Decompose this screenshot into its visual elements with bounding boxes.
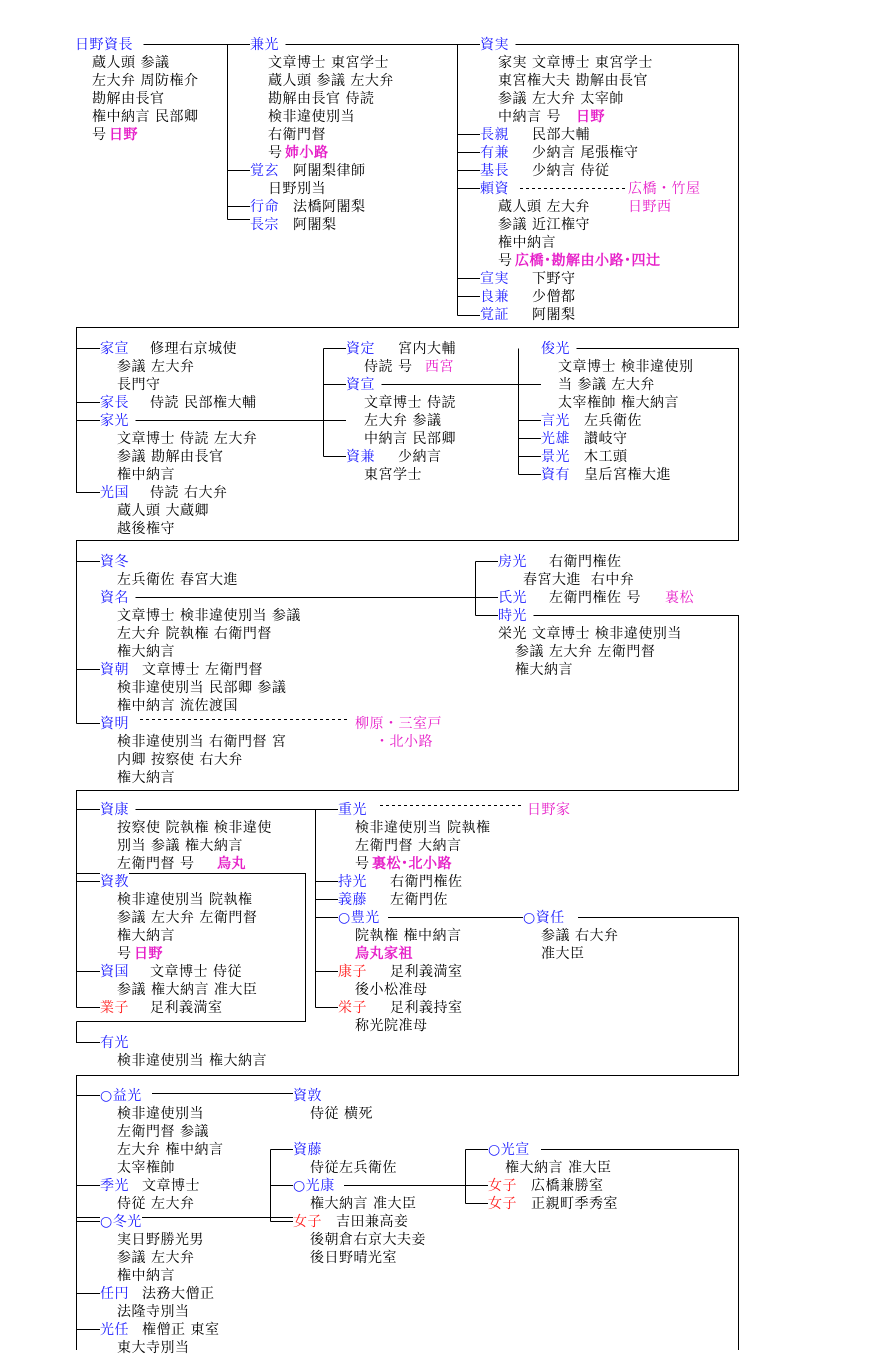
person-note: 東宮学士	[364, 467, 422, 483]
connector	[77, 562, 101, 724]
person-name: 長宗	[250, 217, 279, 233]
connector	[458, 135, 481, 316]
person-note: 後日野晴光室	[310, 1250, 397, 1266]
person-note: 法隆寺別当	[117, 1304, 190, 1320]
person-name: 資国	[100, 964, 129, 980]
person-note: 権中納言	[117, 467, 175, 483]
person-note: 参議 左大弁 左衛門督	[515, 644, 656, 660]
person-name: 栄子	[338, 1000, 367, 1016]
person-note: 侍従 横死	[310, 1106, 373, 1122]
person-note: 春宮大進 右中弁	[523, 572, 635, 588]
person-name: 兼光	[250, 37, 279, 53]
person-note: 足利義持室	[390, 1000, 463, 1016]
person-note: 参議 勘解由長官	[117, 449, 224, 465]
person-name: 家宣	[100, 341, 129, 357]
connector	[77, 349, 101, 421]
person-note: 号	[498, 253, 513, 269]
house-name-label: ・北小路	[375, 734, 433, 750]
person-note: 検非違使別当 民部卿 参議	[117, 680, 287, 696]
person-note: 足利義満室	[390, 964, 463, 980]
person-note: 広橋兼勝室	[531, 1178, 604, 1194]
person-note: 左兵衛佐 春宮大進	[117, 572, 238, 588]
person-note: 後朝倉右京大夫妾	[310, 1232, 426, 1248]
person-note: 号	[117, 946, 132, 962]
person-note: 蔵人頭 左大弁	[498, 199, 590, 215]
person-note: 阿闍梨律師	[293, 163, 366, 179]
person-name: 重光	[338, 802, 367, 818]
person-name: 時光	[498, 608, 527, 624]
person-note: 少納言	[398, 449, 442, 465]
person-note: 文章博士 検非違使別	[558, 359, 694, 375]
person-note: 文章博士 東宮学士	[268, 55, 389, 71]
person-name: 日野資長	[75, 37, 133, 53]
person-note: 参議 左大弁 左衛門督	[117, 910, 258, 926]
person-note: 左大弁 権中納言	[117, 1142, 224, 1158]
person-note: 文章博士 侍読 左大弁	[117, 431, 258, 447]
person-note: 参議 左大弁	[117, 359, 195, 375]
person-name: 有兼	[480, 145, 509, 161]
person-note: 左大弁 参議	[364, 413, 442, 429]
person-name: 資敦	[293, 1088, 322, 1104]
person-name: 女子	[293, 1214, 322, 1230]
person-name: 資兼	[346, 449, 375, 465]
person-note: 号	[92, 127, 107, 143]
person-name: ○益光	[100, 1088, 142, 1104]
person-note: 右衛門督	[268, 127, 326, 143]
person-note: 中納言 民部卿	[364, 431, 456, 447]
connector	[77, 810, 101, 1008]
person-note: 文章博士 侍読	[364, 395, 456, 411]
house-name-label: 烏丸	[217, 856, 246, 872]
person-name: 資教	[100, 874, 129, 890]
person-name: 光国	[100, 485, 129, 501]
person-note: 権大納言 准大臣	[310, 1196, 417, 1212]
person-note: 検非違使別当	[268, 109, 355, 125]
person-name: 資冬	[100, 554, 129, 570]
person-note: 修理右京城使	[150, 341, 237, 357]
person-note: 足利義満室	[150, 1000, 223, 1016]
house-name-label: 広橋・竹屋	[628, 181, 701, 197]
person-note: 准大臣	[541, 946, 585, 962]
person-note: 侍読 右大弁	[150, 485, 228, 501]
house-name-label: 烏丸家祖	[355, 946, 413, 962]
person-note: 蔵人頭 参議 左大弁	[268, 73, 394, 89]
person-note: 権大納言	[117, 770, 175, 786]
person-note: 文章博士 左衛門督	[142, 662, 263, 678]
person-note: 参議 権大納言 准大臣	[117, 982, 258, 998]
person-note: 東宮権大夫 勘解由長官	[498, 73, 648, 89]
person-note: 検非違使別当	[117, 1106, 204, 1122]
person-note: 権僧正 東室	[142, 1322, 220, 1338]
person-note: 吉田兼高妾	[336, 1214, 409, 1230]
person-note: 左大弁 院執権 右衛門督	[117, 626, 272, 642]
person-note: 家実 文章博士 東宮学士	[498, 55, 653, 71]
person-name: 女子	[488, 1196, 517, 1212]
person-note: 讃岐守	[584, 431, 628, 447]
house-name-label: 日野西	[628, 199, 672, 215]
person-name: ○光康	[293, 1178, 335, 1194]
person-note: 称光院准母	[355, 1018, 428, 1034]
person-name: 頼資	[480, 181, 509, 197]
person-note: 太宰権帥	[117, 1160, 175, 1176]
person-note: 文章博士 検非違使別当 参議	[117, 608, 301, 624]
person-note: 太宰権帥 権大納言	[558, 395, 679, 411]
person-note: 正親町季秀室	[531, 1196, 618, 1212]
person-name: 資実	[480, 37, 509, 53]
person-note: 民部大輔	[532, 127, 590, 143]
person-name: 長親	[480, 127, 509, 143]
connector	[77, 1022, 101, 1043]
house-name-label: 西宮	[425, 359, 454, 375]
person-note: 号	[268, 145, 283, 161]
person-name: 資明	[100, 716, 129, 732]
person-note: 侍従左兵衛佐	[310, 1160, 397, 1176]
person-note: 左衛門佐	[390, 892, 448, 908]
person-note: 少納言 侍従	[532, 163, 610, 179]
person-note: 参議 右大弁	[541, 928, 619, 944]
person-name: 資康	[100, 802, 129, 818]
person-name: 覚玄	[250, 163, 279, 179]
person-note: 左兵衛佐	[584, 413, 642, 429]
person-name: 房光	[498, 554, 527, 570]
person-name: ○光宣	[488, 1142, 530, 1158]
house-name-label: 日野	[109, 127, 138, 143]
connector	[77, 1096, 101, 1330]
person-name: 覚証	[480, 307, 509, 323]
house-name-label: 日野	[134, 946, 163, 962]
person-note: 右衛門権佐	[549, 554, 622, 570]
person-note: 参議 近江権守	[498, 217, 590, 233]
person-note: 少納言 尾張権守	[532, 145, 639, 161]
person-note: 阿闍梨	[293, 217, 337, 233]
person-note: 左大弁 周防権介	[92, 73, 199, 89]
person-note: 権中納言 流佐渡国	[117, 698, 238, 714]
person-note: 法務大僧正	[142, 1286, 215, 1302]
person-note: 皇后宮権大進	[584, 467, 671, 483]
connector	[476, 562, 499, 616]
person-note: 法橋阿闍梨	[293, 199, 366, 215]
person-note: 権大納言 准大臣	[505, 1160, 612, 1176]
person-note: 長門守	[117, 377, 161, 393]
connector	[519, 421, 542, 475]
person-note: 左衛門督 参議	[117, 1124, 209, 1140]
person-name: 光任	[100, 1322, 129, 1338]
person-note: 栄光 文章博士 検非違使別当	[498, 626, 682, 642]
person-note: 権大納言	[515, 662, 573, 678]
person-note: 中納言 号	[498, 109, 561, 125]
person-name: 女子	[488, 1178, 517, 1194]
person-note: 勘解由長官 侍読	[268, 91, 375, 107]
person-note: 後小松准母	[355, 982, 428, 998]
person-note: 別当 参議 権大納言	[117, 838, 243, 854]
person-note: 右衛門権佐	[390, 874, 463, 890]
house-name-label: 日野家	[527, 802, 571, 818]
person-note: 検非違使別当 右衛門督 宮	[117, 734, 287, 750]
person-note: 侍読 民部権大輔	[150, 395, 257, 411]
person-note: 検非違使別当 権大納言	[117, 1053, 267, 1069]
person-note: 左衛門督 号	[117, 856, 195, 872]
connector	[271, 1150, 294, 1222]
person-note: 越後権守	[117, 521, 175, 537]
person-note: 実日野勝光男	[117, 1232, 204, 1248]
person-name: 康子	[338, 964, 367, 980]
person-name: 資藤	[293, 1142, 322, 1158]
person-note: 号	[355, 856, 370, 872]
person-note: 検非違使別当 院執権	[355, 820, 491, 836]
person-note: 検非違使別当 院執権	[117, 892, 253, 908]
person-note: 少僧都	[532, 289, 576, 305]
person-name: 景光	[541, 449, 570, 465]
person-name: 資朝	[100, 662, 129, 678]
person-note: 日野別当	[268, 181, 326, 197]
person-note: 権中納言	[498, 235, 556, 251]
person-name: 家長	[100, 395, 129, 411]
person-note: 蔵人頭 参議	[92, 55, 170, 71]
person-note: 阿闍梨	[532, 307, 576, 323]
person-note: 勘解由長官	[92, 91, 165, 107]
person-note: 左衛門督 大納言	[355, 838, 462, 854]
person-name: 義藤	[338, 892, 367, 908]
person-note: 文章博士 侍従	[150, 964, 242, 980]
person-note: 権大納言	[117, 644, 175, 660]
person-name: 氏光	[498, 590, 527, 606]
person-note: 権中納言 民部卿	[92, 109, 199, 125]
person-name: 良兼	[480, 289, 509, 305]
person-name: 資有	[541, 467, 570, 483]
person-note: 宮内大輔	[398, 341, 456, 357]
person-note: 参議 左大弁 太宰帥	[498, 91, 624, 107]
person-name: ○冬光	[100, 1214, 142, 1230]
person-note: 権大納言	[117, 928, 175, 944]
person-name: 光雄	[541, 431, 570, 447]
house-name-label: 広橋･勘解由小路･四辻	[515, 253, 661, 269]
person-name: 行命	[250, 199, 279, 215]
person-note: 当 参議 左大弁	[558, 377, 655, 393]
person-note: 権中納言	[117, 1268, 175, 1284]
house-name-label: 柳原・三室戸	[355, 716, 442, 732]
person-note: 蔵人頭 大蔵卿	[117, 503, 209, 519]
house-name-label: 裏松･北小路	[372, 856, 452, 872]
person-name: 業子	[100, 1000, 129, 1016]
person-name: 基長	[480, 163, 509, 179]
person-name: 資宣	[346, 377, 375, 393]
person-note: 按察使 院執権 検非違使	[117, 820, 272, 836]
connector	[324, 349, 347, 457]
person-name: 資定	[346, 341, 375, 357]
house-name-label: 裏松	[665, 590, 694, 606]
person-note: 下野守	[532, 271, 576, 287]
person-name: ○豊光	[338, 910, 380, 926]
person-note: 侍従 左大弁	[117, 1196, 195, 1212]
person-name: 任円	[100, 1286, 129, 1302]
connector	[228, 171, 251, 220]
person-note: 侍読 号	[364, 359, 413, 375]
person-name: ○資任	[523, 910, 565, 926]
person-name: 家光	[100, 413, 129, 429]
person-note: 木工頭	[584, 449, 628, 465]
person-name: 有光	[100, 1035, 129, 1051]
connector	[466, 1150, 489, 1204]
house-name-label: 姉小路	[285, 145, 329, 161]
person-name: 季光	[100, 1178, 129, 1194]
person-note: 内卿 按察使 右大弁	[117, 752, 243, 768]
person-name: 俊光	[541, 341, 570, 357]
person-name: 宣実	[480, 271, 509, 287]
person-note: 参議 左大弁	[117, 1250, 195, 1266]
person-note: 東大寺別当	[117, 1340, 190, 1356]
person-note: 院執権 権中納言	[355, 928, 462, 944]
person-name: 資名	[100, 590, 129, 606]
connector	[316, 882, 339, 1008]
house-name-label: 日野	[576, 109, 605, 125]
person-note: 左衛門権佐 号	[549, 590, 641, 606]
person-name: 持光	[338, 874, 367, 890]
person-name: 言光	[541, 413, 570, 429]
person-note: 文章博士	[142, 1178, 200, 1194]
